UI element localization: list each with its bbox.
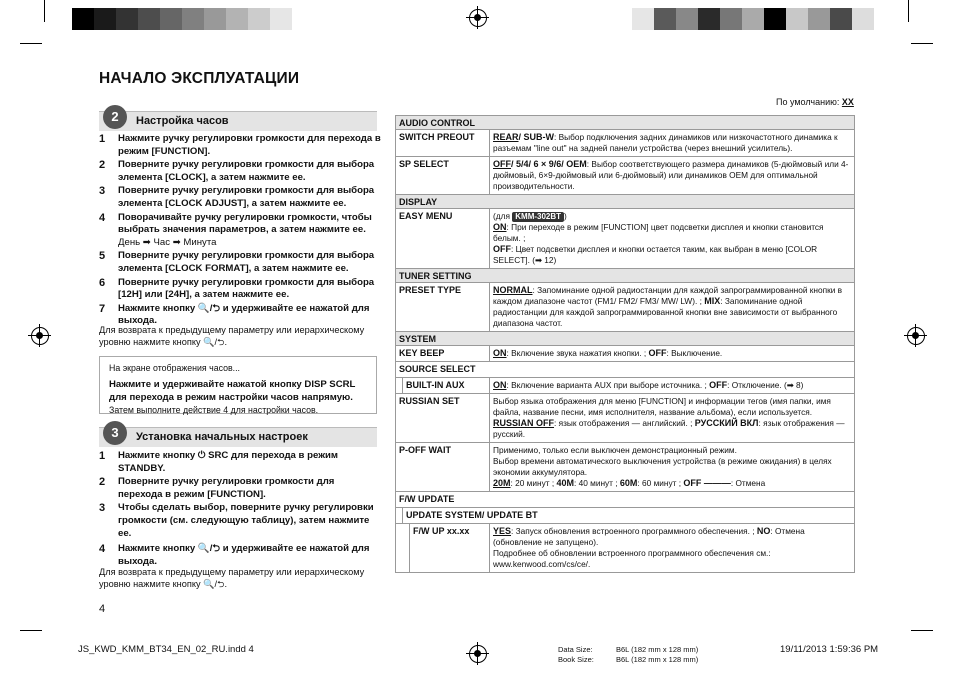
registration-mark-icon bbox=[31, 327, 49, 345]
registration-mark-icon bbox=[469, 9, 487, 27]
color-swatch bbox=[764, 8, 786, 30]
footer-size-labels: Data Size: Book Size: bbox=[558, 645, 594, 664]
back-instruction: Для возврата к предыдущему параметру или иерархическому уровню нажмите кнопку 🔍/⮌. bbox=[99, 325, 365, 348]
color-swatch bbox=[226, 8, 248, 30]
step: 4 Нажмите кнопку 🔍/⮌ и удерживайте ее нажатой для выхода. bbox=[99, 543, 370, 567]
crop-mark bbox=[20, 630, 42, 631]
table-row: F/W UP xx.xx YES: Запуск обновления встроенного программного обеспечения. ; NO: Отмена (обновление не запущено). Подробнее об обновлении встроенного программного обеспечения см.: www.kenwood.com/cs/ce/. bbox=[395, 524, 855, 573]
page-number: 4 bbox=[99, 603, 106, 615]
color-swatch bbox=[830, 8, 852, 30]
color-swatch bbox=[94, 8, 116, 30]
registration-mark-icon bbox=[907, 327, 925, 345]
color-swatch bbox=[632, 8, 654, 30]
table-row: EASY MENU (для KMM-302BT ) ON: При переходе в режим [FUNCTION] цвет подсветки дисплея и кнопки становится белым. ; OFF: Цвет подсветки дисплея и кнопки остается таким, как выбран в меню [COLOR SELECT]. (➡ 12) bbox=[395, 209, 855, 269]
color-swatch bbox=[742, 8, 764, 30]
color-swatch bbox=[720, 8, 742, 30]
color-swatch bbox=[676, 8, 698, 30]
crop-mark bbox=[20, 43, 42, 44]
color-swatch bbox=[808, 8, 830, 30]
section-heading: Настройка часов bbox=[136, 115, 229, 127]
table-row: BUILT-IN AUX ON: Включение варианта AUX при выборе источника. ; OFF: Отключение. (➡ 8) bbox=[395, 378, 855, 394]
default-legend: По умолчанию: XX bbox=[776, 97, 854, 107]
table-row: F/W UPDATE bbox=[395, 492, 855, 508]
color-swatch bbox=[182, 8, 204, 30]
group-header: DISPLAY bbox=[395, 195, 855, 209]
table-row: SOURCE SELECT bbox=[395, 362, 855, 378]
step: 3 Чтобы сделать выбор, поверните ручку регулировки громкости (см. следующую таблицу), затем нажмите ее. bbox=[99, 502, 374, 539]
section-3-steps bbox=[99, 450, 381, 569]
page-title: НАЧАЛО ЭКСПЛУАТАЦИИ bbox=[99, 70, 300, 87]
color-swatch bbox=[698, 8, 720, 30]
section-heading: Установка начальных настроек bbox=[136, 431, 308, 443]
color-swatch bbox=[248, 8, 270, 30]
step: 1 Нажмите кнопку ⏻ SRC для перехода в режим STANDBY. bbox=[99, 450, 338, 474]
footer-timestamp: 19/11/2013 1:59:36 PM bbox=[780, 644, 879, 655]
table-row: KEY BEEP ON: Включение звука нажатия кнопки. ; OFF: Выключение. bbox=[395, 346, 855, 362]
step: 4 Поворачивайте ручку регулировки громкости, чтобы выбрать значения параметров, а затем нажмите ее. День ➡ Час ➡ Минута bbox=[99, 212, 381, 250]
color-swatch bbox=[204, 8, 226, 30]
table-row: P-OFF WAIT Применимо, только если выключен демонстрационный режим. Выбор времени автоматического выключения устройства (в режиме ожидания) в целях экономии аккумулятора. 20M: 20 минут ; 40M: 40 минут ; 60M: 60 минут ; OFF ———: Отмена bbox=[395, 443, 855, 492]
table-row: UPDATE SYSTEM/ UPDATE BT bbox=[395, 508, 855, 524]
color-swatch bbox=[138, 8, 160, 30]
crop-mark bbox=[911, 43, 933, 44]
section-number: 2 bbox=[103, 105, 127, 129]
table-row: SWITCH PREOUT REAR/ SUB-W: Выбор подключения задних динамиков или низкочастотного динамика к разъемам "line out" на задней панели устройства (через внешний усилитель). bbox=[395, 130, 855, 157]
color-swatch bbox=[786, 8, 808, 30]
step: 6 Поверните ручку регулировки громкости для выбора [12H] или [24H], а затем нажмите ее. bbox=[99, 276, 375, 301]
table-row: PRESET TYPE NORMAL: Запоминание одной радиостанции для каждой запрограммированной кнопки в каждом диапазоне частот (FM1/ FM2/ FM3/ MW/ LW). ; MIX: Запоминание одной радиостанции для каждой запрограммированной кнопки вне зависимости от выбранного диапазона частот. bbox=[395, 283, 855, 332]
group-header: SYSTEM bbox=[395, 332, 855, 346]
step: 2 Поверните ручку регулировки громкости для перехода в режим [FUNCTION]. bbox=[99, 476, 335, 500]
section-number: 3 bbox=[103, 421, 127, 445]
crop-mark bbox=[911, 630, 933, 631]
color-swatch bbox=[852, 8, 874, 30]
step: 7 Нажмите кнопку 🔍/⮌ и удерживайте ее нажатой для выхода. bbox=[99, 302, 370, 327]
registration-mark-icon bbox=[469, 645, 487, 663]
step: 5 Поверните ручку регулировки громкости для выбора элемента [CLOCK FORMAT], а затем нажмите ее. bbox=[99, 250, 375, 274]
color-swatch bbox=[72, 8, 94, 30]
color-swatch bbox=[116, 8, 138, 30]
group-header: TUNER SETTING bbox=[395, 269, 855, 283]
section-2-steps bbox=[99, 133, 381, 329]
step: 2 Поверните ручку регулировки громкости для выбора элемента [CLOCK], а затем нажмите ее. bbox=[99, 159, 375, 183]
step: 3 Поверните ручку регулировки громкости для выбора элемента [CLOCK ADJUST], а затем нажмите ее. bbox=[99, 185, 375, 209]
step: 1 Нажмите ручку регулировки громкости для перехода в режим [FUNCTION]. bbox=[99, 133, 381, 157]
color-swatch bbox=[160, 8, 182, 30]
footer-filename: JS_KWD_KMM_BT34_EN_02_RU.indd 4 bbox=[78, 644, 254, 655]
footer-size-values: B6L (182 mm x 128 mm) B6L (182 mm x 128 mm) bbox=[616, 645, 699, 664]
clock-note-box: На экране отображения часов... Нажмите и удерживайте нажатой кнопку DISP SCRL для перехода в режим настройки часов напрямую. Затем выполните действие 4 для настройки часов. bbox=[99, 356, 377, 414]
table-row: SP SELECT OFF/ 5/4/ 6 × 9/6/ OEM: Выбор соответствующего размера динамиков (5-дюймовый или 4-дюймовый, 6×9-дюймовый или 6-дюймовый) или динамиков OEM для оптимальной производительности. bbox=[395, 157, 855, 195]
step-sub: День ➡ Час ➡ Минута bbox=[118, 236, 217, 248]
color-swatches-right bbox=[632, 8, 874, 30]
crop-mark bbox=[44, 0, 45, 22]
color-swatches-left bbox=[72, 8, 292, 30]
model-badge: KMM-302BT bbox=[512, 212, 564, 222]
section-2-header bbox=[99, 111, 377, 131]
color-swatch bbox=[654, 8, 676, 30]
color-swatch bbox=[270, 8, 292, 30]
group-header: AUDIO CONTROL bbox=[395, 116, 855, 130]
section-3-header bbox=[99, 427, 377, 447]
table-row: RUSSIAN SET Выбор языка отображения для меню [FUNCTION] и информации тегов (имя папки, имя файла, название песни, имя исполнителя, название альбома), если используется. RUSSIAN OFF: язык отображения — английский. ; РУССКИЙ ВКЛ: язык отображения — русский. bbox=[395, 394, 855, 443]
back-instruction: Для возврата к предыдущему параметру или иерархическому уровню нажмите кнопку 🔍/⮌. bbox=[99, 567, 365, 590]
crop-mark bbox=[908, 0, 909, 22]
settings-table bbox=[395, 115, 855, 573]
